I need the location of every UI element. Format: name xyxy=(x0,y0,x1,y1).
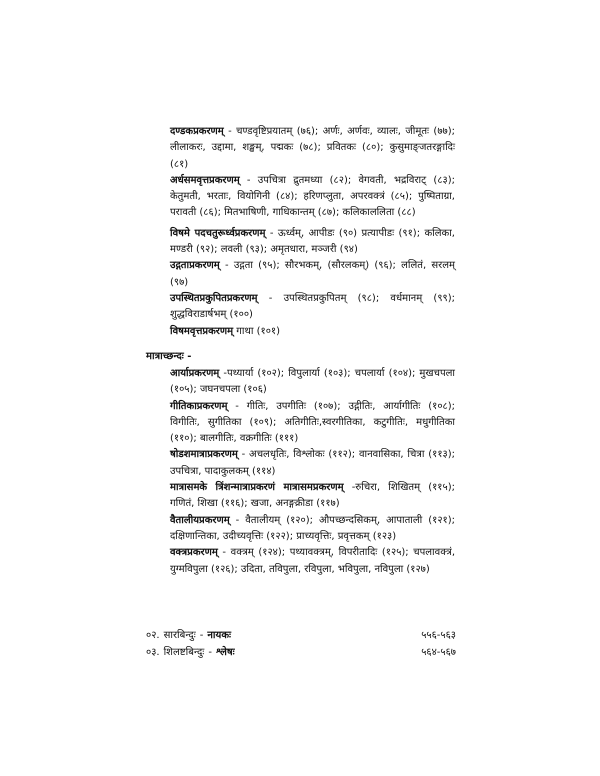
toc-row-shlishtabindu xyxy=(146,645,456,661)
entry-text: -रुचिरा, शिखितम् (११५); गणितं, शिखा (११६); खजा, अनङ्गक्रीडा (११७) xyxy=(170,482,455,510)
entry-text: - वैतालीयम् (१२०); औपच्छन्दसिकम्, आपाताली (१२१); दक्षिणान्तिका, उदीच्यवृत्तिः (१२२); प्राच्यवृत्तिः, प्रवृत्तकम् (१२३) xyxy=(170,514,455,542)
toc-entry-gitika xyxy=(170,399,455,448)
entry-text: - उपचित्रा द्रुतमध्या (८२); वेगवती, भद्रविराट् (८३); केतुमती, भरताः, वियोगिनी (८४); हरिणप्लुता, अपरवक्त्रं (८५); पुष्पिताग्रा, परावती (८६); मितभाषिणी, गाधिकान्तम् (८७); कलिकाललिता (८८) xyxy=(170,174,455,219)
toc-entry-vaktra xyxy=(170,545,455,578)
toc-row-sarabindu xyxy=(146,628,456,644)
entry-text: - चण्डवृष्टिप्रयातम् (७६); अर्णः, अर्णवः, व्यालः, जीमूतः (७७); लीलाकरः, उद्दामा, शङ्खम्, पद्मकः (७८); प्रवितकः (८०); कुसुमाङ्जतरङ्गादिः (८१) xyxy=(170,126,455,170)
toc-group-2 xyxy=(170,366,455,578)
entry-heading: अर्धसमवृत्तप्रकरणम् xyxy=(170,174,240,186)
row-dash: - xyxy=(199,630,204,641)
entry-text: - उपस्थितप्रकुपितम् (९८); वर्धमानम् (९९); शुद्धविराडार्षभम् (१००) xyxy=(170,292,455,321)
row-number: ०३. xyxy=(146,647,160,658)
entry-heading: उपस्थितप्रकुपितप्रकरणम् xyxy=(170,292,258,304)
entry-heading: षोडशमात्राप्रकरणम् xyxy=(170,449,238,461)
entry-text: - गीतिः, उपगीतिः (१०७); उद्गीतिः, आर्यागीतिः (१०८); विगीतिः, सुगीतिका (१०९); अतिगीतिः,स्वरगीतिका, कटुगीतिः, मधुगीतिका (११०); बालगीतिः, वक्रगीतिः (१११) xyxy=(170,400,455,445)
entry-text: - वक्त्रम् (१२४); पथ्यावक्त्रम्, विपरीतादिः (१२५); चपलावक्त्रं, युग्मविपुला (१२६); उदिता, तविपुला, रविपुला, भविपुला, नविपुला (१२७) xyxy=(170,547,455,575)
row-topic: श्लेषः xyxy=(215,647,235,658)
entry-heading: उद्गताप्रकरणम् xyxy=(170,260,220,272)
entry-text: गाथा (१०१) xyxy=(233,325,281,337)
toc-entry-vishame xyxy=(170,226,455,259)
entry-heading: मात्रासमके त्रिंशन्मात्राप्रकरणं मात्रासमप्रकरणम् xyxy=(170,482,344,494)
toc-entry-vishamavritta xyxy=(170,324,455,340)
entry-heading: आर्याप्रकरणम् xyxy=(170,368,220,379)
entry-heading: विषमे पदचतुरूर्ध्वप्रकरणम् xyxy=(170,227,266,239)
toc-entry-shodasha xyxy=(170,447,455,480)
row-pages: ५६४-५६७ xyxy=(421,647,456,658)
entry-text: - ऊर्ध्वम्, आपीडः (९०) प्रत्यापीडः (९१); कलिका, मण्डरी (९२); लवली (९३); अमृतधारा, मञ्जरी (९४) xyxy=(170,227,455,256)
entry-text: - उद्गता (९५); सौरभकम्, (सौरलकम्) (९६); ललितं, सरलम् (९७) xyxy=(170,260,455,288)
toc-group-1 xyxy=(170,124,455,340)
entry-heading: वैतालीयप्रकरणम् xyxy=(170,514,230,526)
row-dash: - xyxy=(208,647,212,658)
toc-entry-upasthita xyxy=(170,291,455,324)
toc-entry-ardhasama xyxy=(170,173,455,222)
entry-text: - अचलधृतिः, विश्लोकः (११२); वानवासिका, चित्रा (११३); उपचित्रा, पादाकुलकम् (११४) xyxy=(170,449,455,477)
row-pages: ५५६-५६३ xyxy=(421,630,456,641)
entry-heading: वक्त्रप्रकरणम् xyxy=(170,547,218,559)
entry-heading: विषमवृत्तप्रकरणम् xyxy=(170,325,234,337)
row-number: ०२. xyxy=(146,630,160,641)
section-heading-matrachhanda: मात्राच्छन्दः - xyxy=(146,351,192,362)
toc-entry-vaitaliya xyxy=(170,513,455,546)
toc-entry-dandaka xyxy=(170,124,455,173)
entry-heading: गीतिकाप्रकरणम् xyxy=(170,400,228,412)
row-bindu: शिलष्टबिन्दुः xyxy=(163,647,205,658)
toc-entry-udgata xyxy=(170,258,455,291)
entry-text: -पथ्यार्या (१०२); विपुलार्या (१०३); चपलार्या (१०४); मुखचपला (१०५); जघनचपला (१०६) xyxy=(170,368,455,396)
row-topic: नायकः xyxy=(207,630,232,641)
toc-entry-arya xyxy=(170,366,455,399)
entry-heading: दण्डकप्रकरणम् xyxy=(170,126,224,137)
toc-entry-matrasama xyxy=(170,480,455,513)
row-bindu: सारबिन्दुः xyxy=(163,630,196,641)
